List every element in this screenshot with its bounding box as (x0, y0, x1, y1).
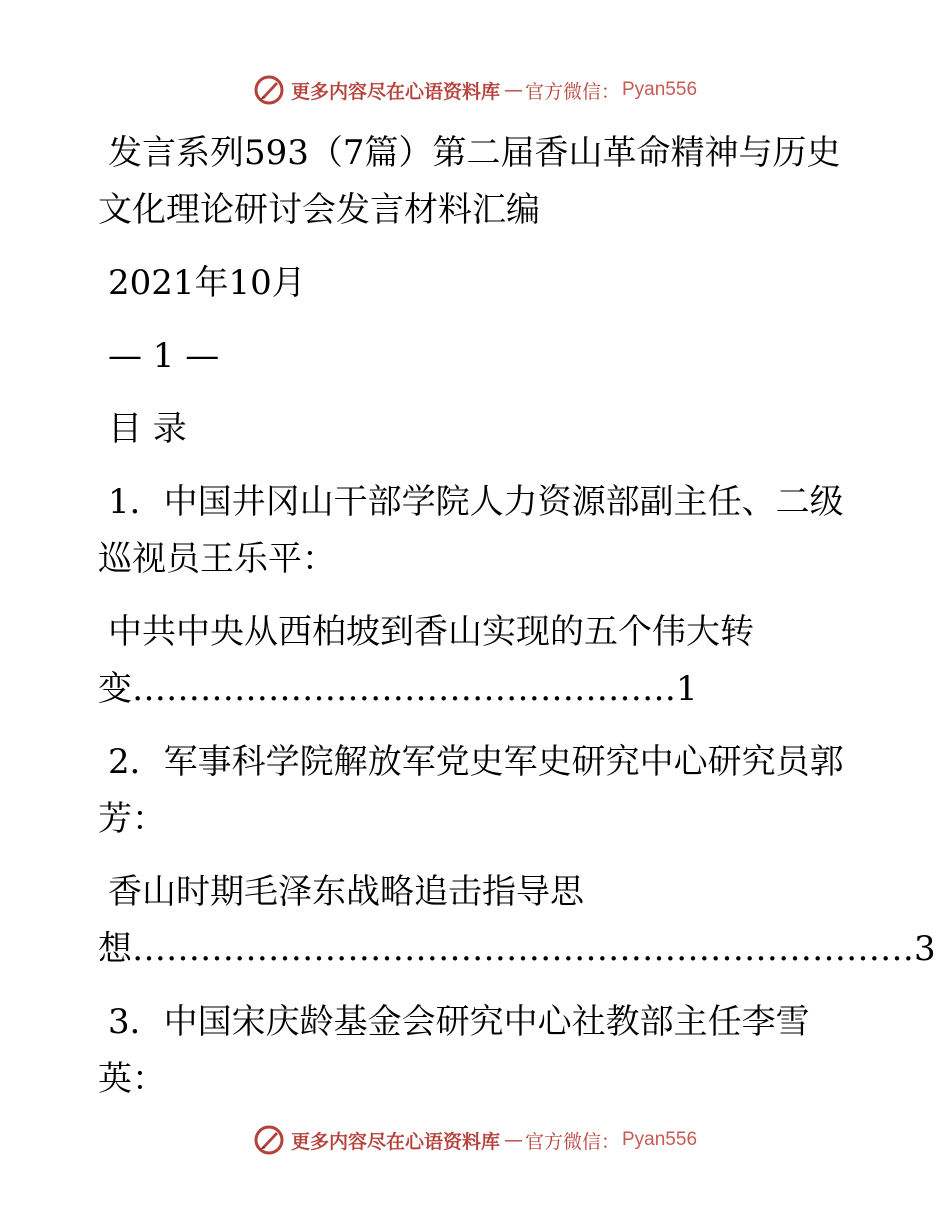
toc-heading: 目 录 (108, 409, 187, 449)
watermark-dash: — (503, 79, 521, 101)
toc-item-1-speaker-line-2: 巡视员王乐平： (98, 539, 336, 579)
toc-item-1-title-line-1: 中共中央从西柏坡到香山实现的五个伟大转 (108, 612, 754, 652)
watermark-text: 更多内容尽在心语资料库 (290, 1130, 500, 1153)
toc-item-3-speaker-line-2: 英： (98, 1059, 166, 1099)
toc-item-3-speaker-line-1: 3．中国宋庆龄基金会研究中心社教部主任李雪 (108, 1002, 810, 1042)
watermark-text: 更多内容尽在心语资料库 (290, 80, 500, 103)
page-number: — 1 — (108, 336, 220, 376)
watermark-dash: — (503, 1129, 521, 1151)
watermark-wechat-id: Pyan556 (622, 1129, 698, 1150)
quill-logo-icon (253, 74, 285, 106)
document-title-line-1: 发言系列593（7篇）第二届香山革命精神与历史 (108, 133, 841, 173)
watermark-banner-bottom (0, 1120, 950, 1160)
watermark-banner-top (0, 70, 950, 110)
document-body (98, 125, 936, 1108)
toc-item-2-speaker-line-1: 2．军事科学院解放军党史军史研究中心研究员郭 (108, 742, 844, 782)
watermark-label: 官方微信： (524, 80, 620, 103)
document-title-line-2: 文化理论研讨会发言材料汇编 (98, 190, 540, 230)
toc-item-2-title-line-2: 想……………………………………………………………3 (98, 929, 936, 969)
toc-item-2-speaker-line-2: 芳： (98, 799, 166, 839)
watermark-label: 官方微信： (524, 1130, 620, 1153)
toc-item-1-speaker-line-1: 1．中国井冈山干部学院人力资源部副主任、二级 (108, 482, 844, 522)
quill-logo-icon (253, 1124, 285, 1156)
document-date: 2021年10月 (108, 263, 306, 303)
toc-item-2-title-line-1: 香山时期毛泽东战略追击指导思 (108, 872, 584, 912)
toc-item-1-title-line-2: 变…………………………………………1 (98, 669, 698, 709)
watermark-wechat-id: Pyan556 (622, 79, 698, 100)
